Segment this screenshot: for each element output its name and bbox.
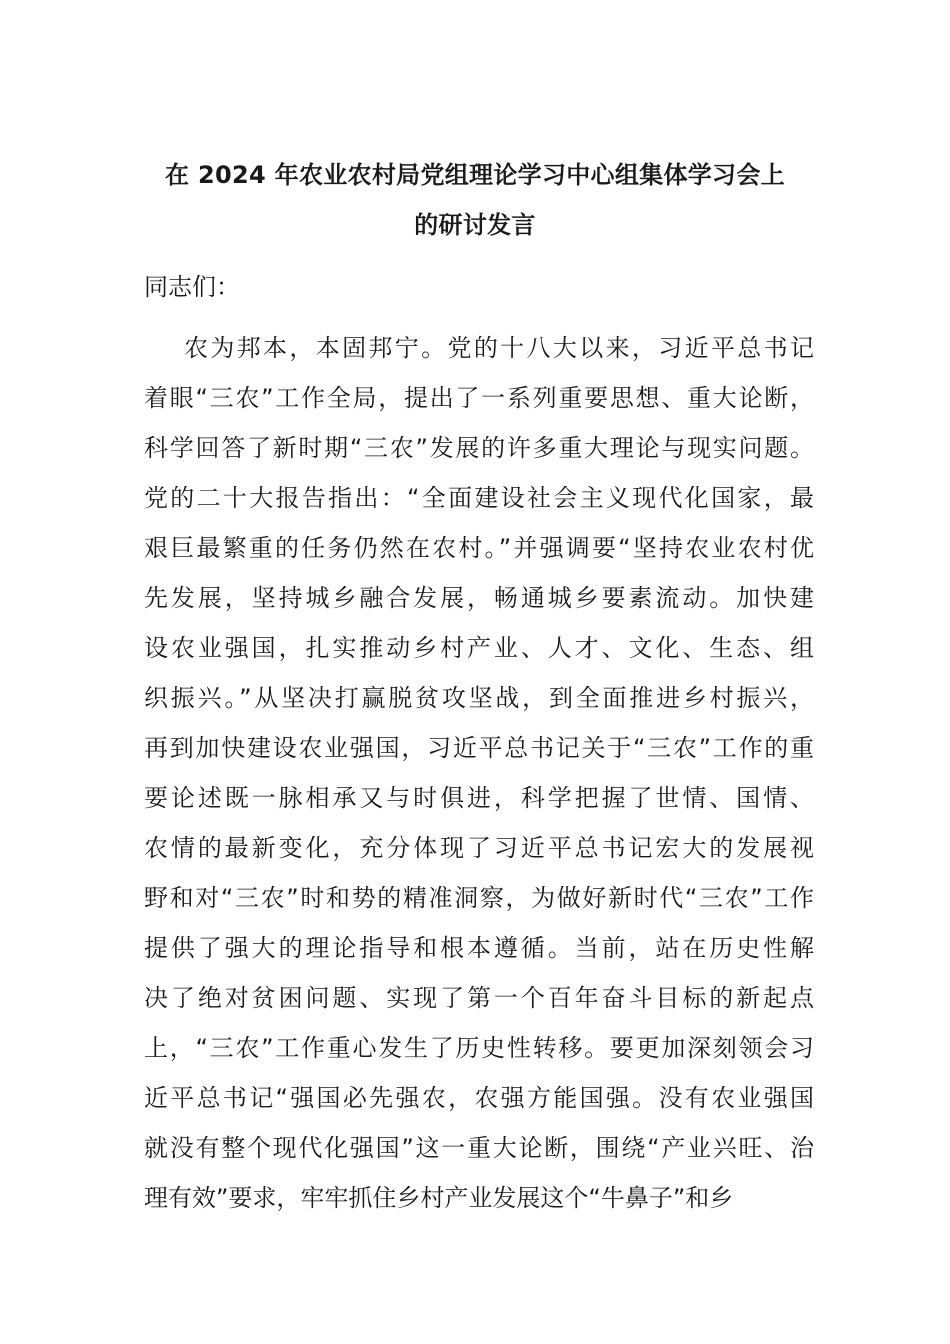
body-line: 再到加快建设农业强国，习近平总书记关于“三农”工作的重 xyxy=(144,734,814,762)
body-line: 科学回答了新时期“三农”发展的许多重大理论与现实问题。 xyxy=(144,434,814,462)
body-line: 就没有整个现代化强国”这一重大论断，围绕“产业兴旺、治 xyxy=(144,1134,814,1162)
body-line: 设农业强国，扎实推动乡村产业、人才、文化、生态、组 xyxy=(144,634,814,662)
salutation: 同志们： xyxy=(144,273,240,301)
body-line: 党的二十大报告指出：“全面建设社会主义现代化国家，最 xyxy=(144,484,814,512)
body-line: 要论述既一脉相承又与时俱进，科学把握了世情、国情、 xyxy=(144,784,814,812)
body-line: 理有效”要求，牢牢抓住乡村产业发展这个“牛鼻子”和乡 xyxy=(144,1184,734,1212)
body-line: 决了绝对贫困问题、实现了第一个百年奋斗目标的新起点 xyxy=(144,984,814,1012)
body-line: 艰巨最繁重的任务仍然在农村。”并强调要“坚持农业农村优 xyxy=(144,534,814,562)
body-line: 野和对“三农”时和势的精准洞察，为做好新时代“三农”工作 xyxy=(144,884,814,912)
body-line: 近平总书记“强国必先强农，农强方能国强。没有农业强国 xyxy=(144,1084,814,1112)
body-line: 农情的最新变化，充分体现了习近平总书记宏大的发展视 xyxy=(144,834,814,862)
body-line: 先发展，坚持城乡融合发展，畅通城乡要素流动。加快建 xyxy=(144,584,814,612)
body-line: 织振兴。”从坚决打赢脱贫攻坚战，到全面推进乡村振兴， xyxy=(144,684,814,712)
body-line: 农为邦本，本固邦宁。党的十八大以来，习近平总书记 xyxy=(184,334,814,362)
body-paragraph xyxy=(144,333,814,1233)
body-line: 提供了强大的理论指导和根本遵循。当前，站在历史性解 xyxy=(144,934,814,962)
body-line: 着眼“三农”工作全局，提出了一系列重要思想、重大论断， xyxy=(144,384,814,412)
document-title-line-1: 在 2024 年农业农村局党组理论学习中心组集体学习会上 xyxy=(165,161,785,189)
document-title-line-2: 的研讨发言 xyxy=(414,211,536,239)
body-line: 上，“三农”工作重心发生了历史性转移。要更加深刻领会习 xyxy=(144,1034,814,1062)
